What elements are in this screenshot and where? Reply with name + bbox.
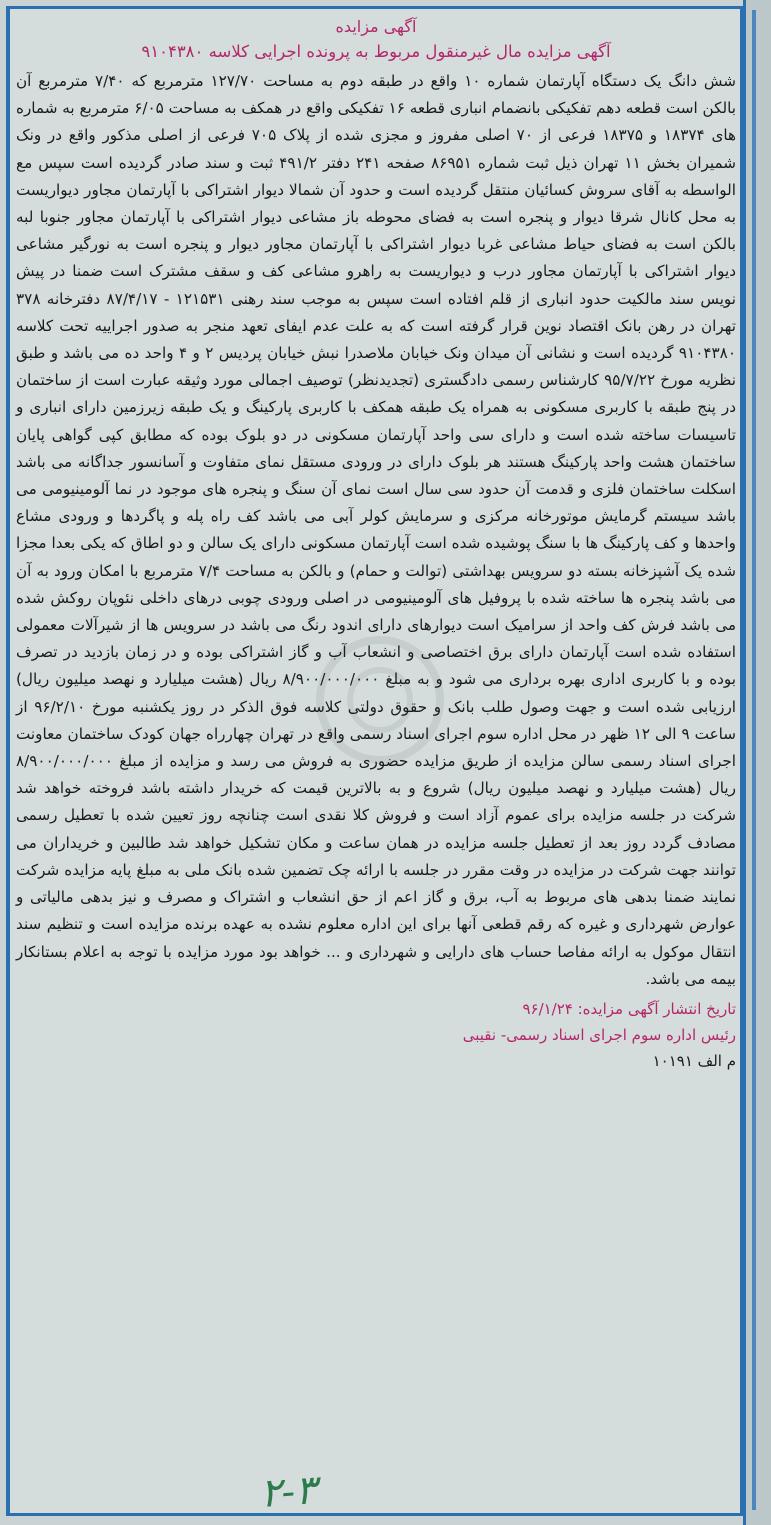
auction-notice [16,16,736,1073]
signature: رئیس اداره سوم اجرای اسناد رسمی- نقیبی [462,1025,736,1044]
notice-title: آگهی مزایده [335,17,417,36]
reference-code: م الف ۱۰۱۹۱ [652,1051,736,1070]
notice-subtitle: آگهی مزایده مال غیرمنقول مربوط به پرونده اجرایی کلاسه ۹۱۰۴۳۸۰ [141,42,611,61]
handwritten-mark: ۲-۳ [258,1467,319,1517]
notice-body: شش دانگ یک دستگاه آپارتمان شماره ۱۰ واقع در طبقه دوم به مساحت ۱۲۷/۷۰ مترمربع که ۷/۴۰ مترمربع آن بالکن است قطعه دهم تفکیکی بانضمام انباری قطعه ۱۶ تفکیکی واقع در همکف به مساحت ۶/۰۵ مترمربع به شماره های ۱۸۳۷۴ و ۱۸۳۷۵ فرعی از ۷۰ اصلی مفروز و مجزی شده از پلاک ۷۰۵ فرعی از اصلی مذکور واقع در ونک شمیران بخش ۱۱ تهران ذیل ثبت شماره ۸۶۹۵۱ صفحه ۲۴۱ دفتر ۴۹۱/۲ ثبت و سند صادر گردیده است سپس مع الواسطه به آقای سروش کسائیان منتقل گردیده است و حدود آن شمالا دیوار اشتراکی با آپارتمان مجاور دیواریست به محل کانال شرقا دیوار و پنجره است به فضای محوطه باز مشاعی دیوار اشتراکی با آپارتمان مجاور جنوبا لبه بالکن است به فضای حیاط مشاعی غربا دیوار اشتراکی با آپارتمان مجاور دیوار و پنجره است به نورگیر مشاعی دیوار اشتراکی با آپارتمان مجاور درب و دیواریست به راهرو مشاعی کف و سقف مشترک است ضمنا در پیش نویس سند مالکیت حدود انباری از قلم افتاده است سپس به موجب سند رهنی ۱۲۱۵۳۱ - ۸۷/۴/۱۷ دفترخانه ۳۷۸ تهران در رهن بانک اقتصاد نوین قرار گرفته است که به علت عدم ایفای تعهد منجر به صدور اجراییه تحت کلاسه ۹۱۰۴۳۸۰ گردیده است و نشانی آن میدان ونک خیابان ملاصدرا نبش خیابان پردیس ۲ و ۴ واحد ده می باشد و طبق نظریه مورخ ۹۵/۷/۲۲ کارشناس رسمی دادگستری (تجدیدنظر) توصیف اجمالی مورد وثیقه عبارت است از ساختمان در پنج طبقه با کاربری مسکونی به همراه یک طبقه همکف با کاربری پارکینگ و یک طبقه زیرزمین دارای انباری و تاسیسات ساخته شده است و دارای سی واحد آپارتمان مسکونی در دو بلوک بوده که مطابق کپی گواهی پایان ساختمان هشت واحد پارکینگ هستند هر بلوک دارای در ورودی مستقل نمای متفاوت و آسانسور جداگانه می باشد اسکلت ساختمان فلزی و قدمت آن حدود سی سال است نمای آن سنگ و پنجره های موجود در نما آلومینیومی می باشد سیستم گرمایش موتورخانه مرکزی و سرمایش کولر آبی می باشد کف راه پله و پاگردها و ورودی مشاع واحدها و کف پارکینگ ها با سنگ پوشیده شده است آپارتمان مسکونی دارای یک سالن و دو اطاق که یکی بعدا مجزا شده یک آشپزخانه بسته دو سرویس بهداشتی (توالت و حمام) و بالکن به مساحت ۷/۴ مترمربع با امکان ورود به آن می باشد پنجره ها ساخته شده با پروفیل های آلومینیومی در اصلی ورودی چوبی درهای داخلی نئوپان روکش شده می باشد فرش کف واحد از سرامیک است دیوارهای دارای اندود رنگ می باشد در سرویس ها از شیرآلات معمولی استفاده شده است آپارتمان دارای برق اختصاصی و انشعاب آب و گاز اشتراکی بوده و در زمان بازدید در تصرف بوده و با کاربری اداری بهره برداری می شود و به مبلغ ۸/۹۰۰/۰۰۰/۰۰۰ ریال (هشت میلیارد و نهصد میلیون ریال) ارزیابی شده است و جهت وصول طلب بانک و حقوق دولتی کلاسه فوق الذکر در روز یکشنبه مورخ ۹۶/۲/۱۰ از ساعت ۹ الی ۱۲ ظهر در محل اداره سوم اجرای اسناد رسمی واقع در تهران چهارراه جهان کودک ساختمان معاونت اجرای اسناد رسمی سالن مزایده از طریق مزایده حضوری به فروش می رسد و مزایده از مبلغ ۸/۹۰۰/۰۰۰/۰۰۰ ریال (هشت میلیارد و نهصد میلیون ریال) شروع و به بالاترین قیمت که خریدار داشته باشد فروخته خواهد شد شرکت در جلسه مزایده برای عموم آزاد است و فروش کلا نقدی است چنانچه روز تعیین شده با تعطیل رسمی مصادف گردد روز بعد از تعطیل جلسه مزایده در همان ساعت و مکان تشکیل خواهد شد طالبین و خریداران می توانند جهت شرکت در مزایده در وقت مقرر در جلسه با ارائه چک تضمین شده بانک ملی به مبلغ پایه مزایده شرکت نمایند ضمنا بدهی های مربوط به آب، برق و گاز اعم از حق انشعاب و اشتراک و مصرف و نیز بدهی مالیاتی و عوارض شهرداری و غیره که رقم قطعی آنها برای این اداره معلوم نشده به عهده برنده مزایده است و تنظیم سند انتقال موکول به ارائه مفاصا حساب های دارایی و شهرداری و ... خواهد بود مورد مزایده با توجه به اعلام بستانکار بیمه می باشد. [16,72,737,988]
publish-date: تاریخ انتشار آگهی مزایده: ۹۶/۱/۲۴ [522,999,736,1018]
page-edge-bar [743,0,771,1525]
